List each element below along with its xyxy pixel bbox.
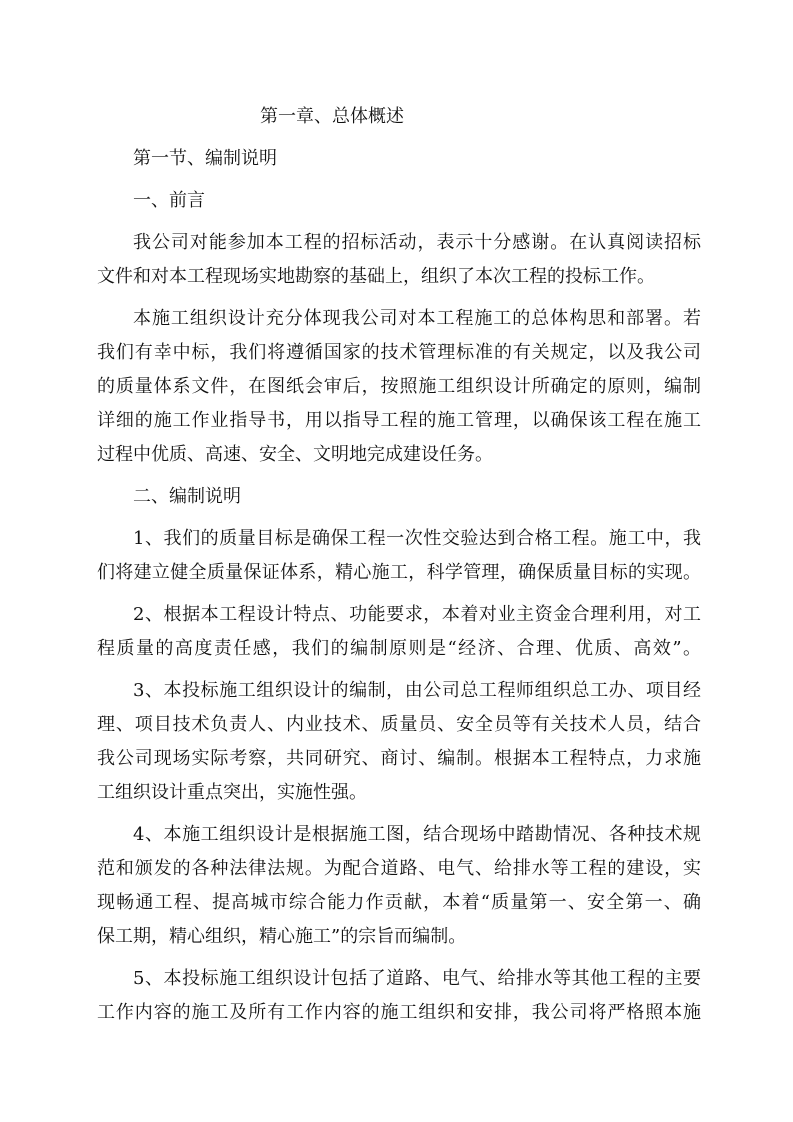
paragraph-preface-1	[97, 226, 701, 294]
text-line: 2、根据本工程设计特点、功能要求，本着对业主资金合理利用，对工	[133, 604, 701, 625]
text-line: 我公司现场实际考察，共同研究、商讨、编制。根据本工程特点，力求施	[97, 748, 701, 769]
chapter-title: 第一章、总体概述	[260, 106, 404, 127]
paragraph-item-2	[97, 598, 701, 666]
paragraph-item-5	[97, 962, 701, 1030]
text-line: 1、我们的质量目标是确保工程一次性交验达到合格工程。施工中，我	[133, 528, 701, 549]
section-heading: 第一节、编制说明	[133, 148, 277, 169]
text-line: 范和颁发的各种法律法规。为配合道路、电气、给排水等工程的建设，实	[97, 858, 701, 879]
text-line: 详细的施工作业指导书，用以指导工程的施工管理，以确保该工程在施工	[97, 410, 701, 431]
paragraph-item-1	[97, 522, 701, 590]
text-line: 程质量的高度责任感，我们的编制原则是“经济、合理、优质、高效”。	[97, 638, 701, 659]
subheading-preface: 一、前言	[133, 190, 205, 211]
text-line: 5、本投标施工组织设计包括了道路、电气、给排水等其他工程的主要	[133, 968, 701, 989]
text-line: 本施工组织设计充分体现我公司对本工程施工的总体构思和部署。若	[133, 308, 701, 329]
paragraph-preface-2	[97, 302, 701, 472]
text-line: 的质量体系文件，在图纸会审后，按照施工组织设计所确定的原则，编制	[97, 376, 701, 397]
text-line: 过程中优质、高速、安全、文明地完成建设任务。	[97, 444, 493, 465]
text-line: 理、项目技术负责人、内业技术、质量员、安全员等有关技术人员，结合	[97, 714, 701, 735]
text-line: 3、本投标施工组织设计的编制，由公司总工程师组织总工办、项目经	[133, 680, 701, 701]
text-line: 我们有幸中标，我们将遵循国家的技术管理标准的有关规定，以及我公司	[97, 342, 701, 363]
paragraph-item-3	[97, 674, 701, 810]
text-line: 工组织设计重点突出，实施性强。	[97, 782, 367, 803]
text-line: 4、本施工组织设计是根据施工图，结合现场中踏勘情况、各种技术规	[133, 824, 701, 845]
paragraph-item-4	[97, 818, 701, 954]
text-line: 们将建立健全质量保证体系，精心施工，科学管理，确保质量目标的实现。	[97, 562, 701, 583]
text-line: 保工期，精心组织，精心施工”的宗旨而编制。	[97, 926, 467, 947]
subheading-compilation: 二、编制说明	[133, 486, 241, 507]
text-line: 现畅通工程、提高城市综合能力作贡献，本着“质量第一、安全第一、确	[97, 892, 701, 913]
text-line: 文件和对本工程现场实地勘察的基础上，组织了本次工程的投标工作。	[97, 266, 655, 287]
document-page	[97, 100, 701, 1038]
text-line: 工作内容的施工及所有工作内容的施工组织和安排，我公司将严格照本施	[97, 1002, 701, 1023]
text-line: 我公司对能参加本工程的招标活动，表示十分感谢。在认真阅读招标	[133, 232, 701, 253]
